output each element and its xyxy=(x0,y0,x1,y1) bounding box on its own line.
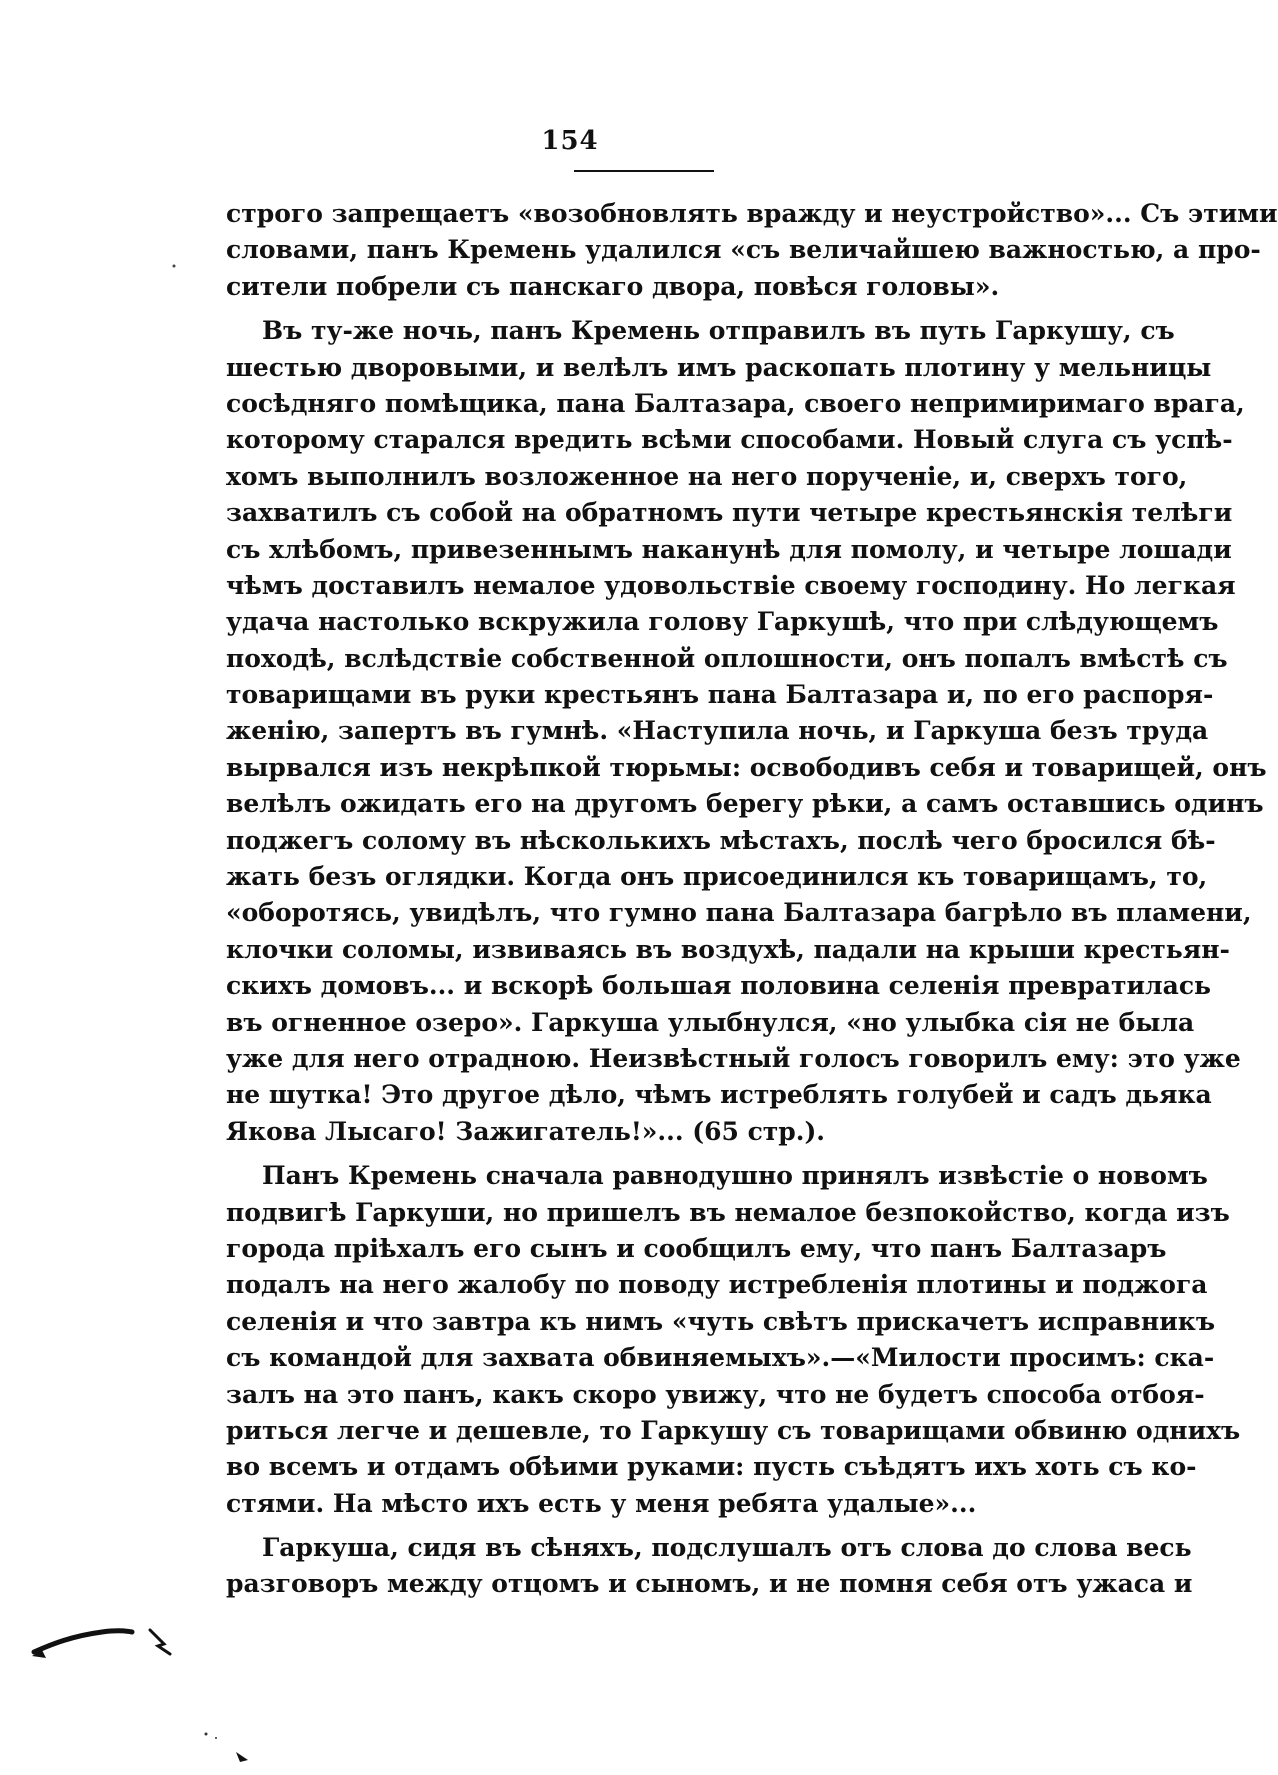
text-line: риться легче и дешевле, то Гаркушу съ товарищами обвиню однихъ xyxy=(226,1415,1241,1445)
text-line: Гаркуша, сидя въ сѣняхъ, подслушалъ отъ слова до слова весь xyxy=(262,1533,1192,1563)
text-line: Якова Лысаго! Зажигатель!»... (65 стр.). xyxy=(226,1116,825,1146)
text-line: не шутка! Это другое дѣло, чѣмъ истреблять голубей и садъ дьяка xyxy=(226,1080,1212,1110)
scan-smudge-bottom xyxy=(200,1728,260,1768)
text-line: города пріѣхалъ его сынъ и сообщилъ ему, что панъ Балтазаръ xyxy=(226,1233,1167,1263)
paragraph xyxy=(226,313,1267,1150)
text-line: женію, запертъ въ гумнѣ. «Наступила ночь, и Гаркуша безъ труда xyxy=(226,716,1209,746)
text-line: строго запрещаетъ «возобновлять вражду и неустройство»... Съ этими xyxy=(226,199,1278,228)
text-line: шестью дворовыми, и велѣлъ имъ раскопать плотину у мельницы xyxy=(226,352,1212,382)
body-text xyxy=(226,196,1278,1603)
text-line: во всемъ и отдамъ обѣими руками: пусть съѣдятъ ихъ хоть съ ко- xyxy=(226,1452,1197,1482)
paragraph-gap xyxy=(226,1522,1096,1530)
text-line: которому старался вредить всѣми способами. Новый слуга съ успѣ- xyxy=(226,425,1233,455)
text-line: жать безъ оглядки. Когда онъ присоединился къ товарищамъ, то, xyxy=(226,862,1208,892)
text-line: селенія и что завтра къ нимъ «чуть свѣтъ прискачетъ исправникъ xyxy=(226,1306,1216,1336)
text-line: уже для него отрадною. Неизвѣстный голосъ говорилъ ему: это уже xyxy=(226,1043,1241,1073)
text-line: вырвался изъ некрѣпкой тюрьмы: освободивъ себя и товарищей, онъ xyxy=(226,752,1267,782)
text-line: хомъ выполнилъ возложенное на него порученіе, и, сверхъ того, xyxy=(226,461,1188,491)
text-line: клочки соломы, извиваясь въ воздухѣ, падали на крыши крестьян- xyxy=(226,934,1230,964)
text-line: скихъ домовъ... и вскорѣ большая половина селенія превратилась xyxy=(226,971,1212,1001)
page-number: 154 xyxy=(541,126,599,156)
text-line: съ командой для захвата обвиняемыхъ».—«Милости просимъ: ска- xyxy=(226,1343,1215,1373)
page-number-rule xyxy=(574,170,714,172)
paragraph-gap xyxy=(226,1150,1096,1158)
text-line: залъ на это панъ, какъ скоро увижу, что не будетъ способа отбоя- xyxy=(226,1379,1205,1409)
text-line: «оборотясь, увидѣлъ, что гумно пана Балтазара багрѣло въ пламени, xyxy=(226,898,1252,928)
paragraph-gap xyxy=(226,305,1096,313)
text-line: походѣ, вслѣдствіе собственной оплошности, онъ попалъ вмѣстѣ съ xyxy=(226,643,1228,673)
text-line: словами, панъ Кремень удалился «съ величайшею важностью, а про- xyxy=(226,235,1261,265)
text-line: захватилъ съ собой на обратномъ пути четыре крестьянскія телѣги xyxy=(226,498,1233,528)
text-line: удача настолько вскружила голову Гаркушѣ, что при слѣдующемъ xyxy=(226,607,1219,637)
text-line: сосѣдняго помѣщика, пана Балтазара, своего непримиримаго врага, xyxy=(226,388,1245,418)
text-line: въ огненное озеро». Гаркуша улыбнулся, «но улыбка сія не была xyxy=(226,1007,1195,1037)
text-line: разговоръ между отцомъ и сыномъ, и не помня себя отъ ужаса и xyxy=(226,1569,1193,1599)
text-line: съ хлѣбомъ, привезеннымъ наканунѣ для помолу, и четыре лошади xyxy=(226,534,1232,564)
paragraph xyxy=(226,1158,1241,1522)
text-line: сители побрели съ панскаго двора, повѣся головы». xyxy=(226,271,1000,301)
text-line: чѣмъ доставилъ немалое удовольствіе своему господину. Но легкая xyxy=(226,570,1236,600)
text-line: поджегъ солому въ нѣсколькихъ мѣстахъ, послѣ чего бросился бѣ- xyxy=(226,825,1216,855)
text-line: велѣлъ ожидать его на другомъ берегу рѣки, а самъ оставшись одинъ xyxy=(226,789,1264,819)
text-line: Панъ Кремень сначала равнодушно принялъ извѣстіе о новомъ xyxy=(262,1161,1208,1191)
text-line: стями. На мѣсто ихъ есть у меня ребята удалые»... xyxy=(226,1488,977,1518)
text-line: подвигѣ Гаркуши, но пришелъ въ немалое безпокойство, когда изъ xyxy=(226,1197,1230,1227)
text-line: подалъ на него жалобу по поводу истребленія плотины и поджога xyxy=(226,1270,1208,1300)
paragraph xyxy=(226,1530,1193,1603)
scan-speck-top xyxy=(170,262,178,270)
scan-smudge-left xyxy=(32,1622,172,1662)
text-line: Въ ту-же ночь, панъ Кремень отправилъ въ путь Гаркушу, съ xyxy=(262,316,1175,346)
text-line: товарищами въ руки крестьянъ пана Балтазара и, по его распоря- xyxy=(226,680,1214,710)
paragraph xyxy=(226,196,1278,305)
